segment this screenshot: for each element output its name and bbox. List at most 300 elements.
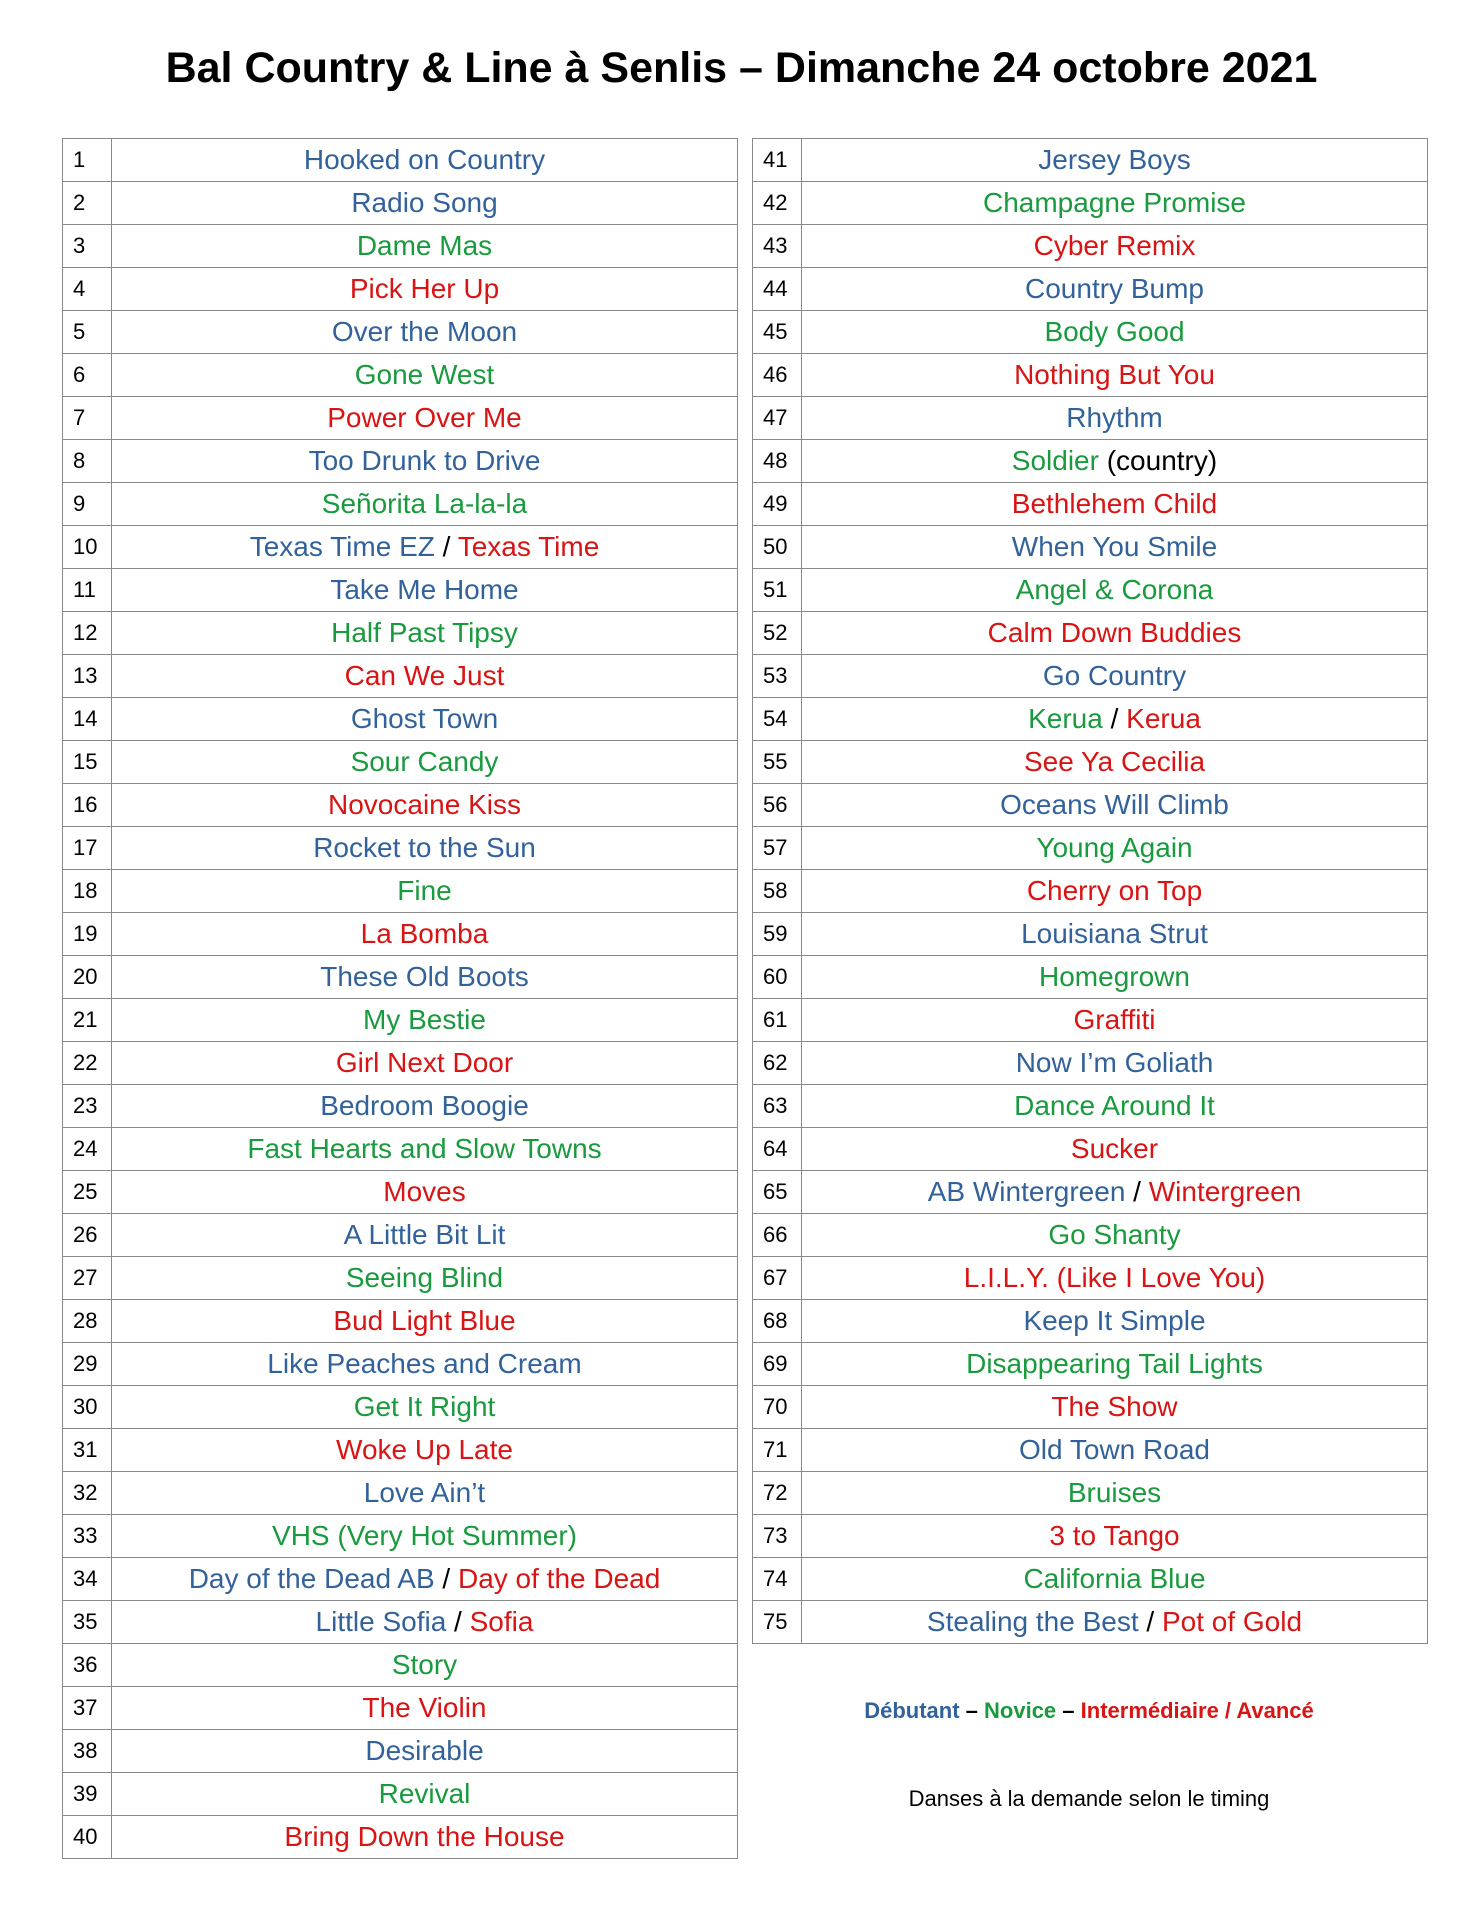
dance-title xyxy=(112,440,738,483)
dance-title-part: Cherry on Top xyxy=(1026,875,1203,906)
table-row xyxy=(753,698,1428,741)
dance-number: 40 xyxy=(63,1816,112,1859)
table-row xyxy=(63,698,738,741)
table-row xyxy=(63,397,738,440)
dance-title xyxy=(802,1601,1428,1644)
table-row xyxy=(753,1601,1428,1644)
table-row xyxy=(753,612,1428,655)
table-row xyxy=(63,1386,738,1429)
table-row xyxy=(753,569,1428,612)
dance-number: 41 xyxy=(753,139,802,182)
dance-title xyxy=(802,741,1428,784)
legend-part: – xyxy=(1056,1698,1081,1723)
dance-title-part: / xyxy=(1102,703,1127,734)
dance-title-part: My Bestie xyxy=(363,1004,486,1035)
dance-number: 44 xyxy=(753,268,802,311)
dance-title xyxy=(112,1773,738,1816)
dance-number: 69 xyxy=(753,1343,802,1386)
dance-title xyxy=(112,1128,738,1171)
table-row xyxy=(63,139,738,182)
table-row xyxy=(753,354,1428,397)
table-row xyxy=(63,1773,738,1816)
dance-title xyxy=(802,483,1428,526)
dance-title-part: Angel & Corona xyxy=(1015,574,1214,605)
table-row xyxy=(753,999,1428,1042)
dance-title-part: Nothing But You xyxy=(1014,359,1215,390)
table-row xyxy=(63,1128,738,1171)
dance-title xyxy=(112,1601,738,1644)
dance-title-part: Champagne Promise xyxy=(982,187,1247,218)
dance-number: 11 xyxy=(63,569,112,612)
dance-title xyxy=(802,1386,1428,1429)
dance-title xyxy=(802,139,1428,182)
dance-number: 56 xyxy=(753,784,802,827)
dance-number: 35 xyxy=(63,1601,112,1644)
dance-title-part: Old Town Road xyxy=(1019,1434,1210,1465)
table-row xyxy=(753,526,1428,569)
table-row xyxy=(63,1042,738,1085)
dance-title-part: Woke Up Late xyxy=(336,1434,513,1465)
dance-title-part: Country Bump xyxy=(1025,273,1204,304)
dance-title-part: Bruises xyxy=(1067,1477,1162,1508)
dance-title xyxy=(112,827,738,870)
dance-number: 71 xyxy=(753,1429,802,1472)
table-row xyxy=(753,1085,1428,1128)
table-row xyxy=(63,1300,738,1343)
dance-title xyxy=(802,1171,1428,1214)
dance-number: 73 xyxy=(753,1515,802,1558)
dance-title-part: Ghost Town xyxy=(350,703,499,734)
dance-title xyxy=(112,1257,738,1300)
table-row xyxy=(63,354,738,397)
table-row xyxy=(63,1816,738,1859)
dance-number: 31 xyxy=(63,1429,112,1472)
dance-number: 64 xyxy=(753,1128,802,1171)
table-row xyxy=(63,655,738,698)
dance-number: 67 xyxy=(753,1257,802,1300)
dance-title-part: Oceans Will Climb xyxy=(1000,789,1229,820)
dance-number: 59 xyxy=(753,913,802,956)
table-row xyxy=(63,1257,738,1300)
dance-title-part: Go Shanty xyxy=(1048,1219,1181,1250)
dance-title xyxy=(802,1042,1428,1085)
dance-number: 9 xyxy=(63,483,112,526)
dance-number: 72 xyxy=(753,1472,802,1515)
dance-number: 43 xyxy=(753,225,802,268)
table-row xyxy=(63,1601,738,1644)
dance-number: 24 xyxy=(63,1128,112,1171)
dance-number: 1 xyxy=(63,139,112,182)
dance-title-part: Over the Moon xyxy=(331,316,518,347)
dance-number: 58 xyxy=(753,870,802,913)
dance-number: 26 xyxy=(63,1214,112,1257)
dance-title xyxy=(112,999,738,1042)
dance-title-part: These Old Boots xyxy=(320,961,529,992)
dance-number: 23 xyxy=(63,1085,112,1128)
table-row xyxy=(753,1558,1428,1601)
dance-title-part: Homegrown xyxy=(1039,961,1190,992)
dance-title xyxy=(112,354,738,397)
dance-title-part: California Blue xyxy=(1023,1563,1206,1594)
dance-title-part: Graffiti xyxy=(1073,1004,1156,1035)
dance-number: 46 xyxy=(753,354,802,397)
dance-title-part: Can We Just xyxy=(344,660,505,691)
dance-title xyxy=(112,612,738,655)
dance-title xyxy=(802,956,1428,999)
dance-title xyxy=(112,1472,738,1515)
page-title: Bal Country & Line à Senlis – Dimanche 24 octobre 2021 xyxy=(165,44,1318,92)
dance-number: 30 xyxy=(63,1386,112,1429)
dance-title-part: Bedroom Boogie xyxy=(320,1090,529,1121)
dance-title-part: Too Drunk to Drive xyxy=(308,445,541,476)
table-row xyxy=(63,569,738,612)
dance-title xyxy=(112,311,738,354)
table-row xyxy=(63,1558,738,1601)
dance-title xyxy=(802,870,1428,913)
legend-part: Débutant xyxy=(864,1698,960,1723)
dance-title xyxy=(802,1085,1428,1128)
dance-title xyxy=(112,1085,738,1128)
dance-title xyxy=(802,1429,1428,1472)
table-row xyxy=(63,1730,738,1773)
table-row xyxy=(753,827,1428,870)
dance-number: 17 xyxy=(63,827,112,870)
table-row xyxy=(63,827,738,870)
legend-part: Intermédiaire / Avancé xyxy=(1080,1698,1314,1723)
dance-title-part: See Ya Cecilia xyxy=(1023,746,1206,777)
dance-title-part: Radio Song xyxy=(351,187,498,218)
dance-number: 68 xyxy=(753,1300,802,1343)
dance-title xyxy=(802,268,1428,311)
dance-title-part: Story xyxy=(391,1649,458,1680)
table-row xyxy=(63,1343,738,1386)
dance-title xyxy=(112,182,738,225)
dance-title-part: Texas Time EZ xyxy=(249,531,435,562)
dance-title xyxy=(112,870,738,913)
dance-number: 49 xyxy=(753,483,802,526)
table-row xyxy=(63,1429,738,1472)
table-row xyxy=(753,1128,1428,1171)
dance-title-part: Fast Hearts and Slow Towns xyxy=(247,1133,602,1164)
dance-title-part: Now I’m Goliath xyxy=(1015,1047,1214,1078)
dance-title-part: / xyxy=(446,1606,470,1637)
dance-title xyxy=(802,827,1428,870)
dance-title-part: Dance Around It xyxy=(1014,1090,1215,1121)
dance-title-part: Desirable xyxy=(365,1735,484,1766)
table-row xyxy=(753,913,1428,956)
dance-title xyxy=(112,397,738,440)
table-row xyxy=(63,268,738,311)
table-row xyxy=(63,483,738,526)
dance-title-part: Stealing the Best xyxy=(926,1606,1139,1637)
dance-list-right xyxy=(752,138,1428,1644)
dance-number: 70 xyxy=(753,1386,802,1429)
dance-title-part: Disappearing Tail Lights xyxy=(966,1348,1263,1379)
table-row xyxy=(753,1343,1428,1386)
dance-number: 42 xyxy=(753,182,802,225)
dance-title-part: Kerua xyxy=(1126,703,1201,734)
dance-title-part: Go Country xyxy=(1042,660,1187,691)
table-row xyxy=(753,1386,1428,1429)
table-row xyxy=(63,956,738,999)
dance-number: 62 xyxy=(753,1042,802,1085)
dance-number: 13 xyxy=(63,655,112,698)
dance-number: 60 xyxy=(753,956,802,999)
dance-number: 18 xyxy=(63,870,112,913)
dance-title xyxy=(112,1343,738,1386)
table-row xyxy=(63,1171,738,1214)
dance-title xyxy=(802,354,1428,397)
dance-title xyxy=(112,1042,738,1085)
table-row xyxy=(753,397,1428,440)
table-row xyxy=(63,1472,738,1515)
dance-number: 36 xyxy=(63,1644,112,1687)
dance-number: 48 xyxy=(753,440,802,483)
dance-title xyxy=(112,1214,738,1257)
dance-title-part: Keep It Simple xyxy=(1023,1305,1206,1336)
dance-number: 12 xyxy=(63,612,112,655)
dance-number: 20 xyxy=(63,956,112,999)
dance-title-part: L.I.L.Y. (Like I Love You) xyxy=(963,1262,1266,1293)
dance-number: 15 xyxy=(63,741,112,784)
dance-title-part: Calm Down Buddies xyxy=(987,617,1242,648)
dance-title xyxy=(112,1816,738,1859)
dance-title xyxy=(112,526,738,569)
dance-title xyxy=(112,1515,738,1558)
table-row xyxy=(63,440,738,483)
dance-title xyxy=(802,784,1428,827)
dance-title-part: Jersey Boys xyxy=(1038,144,1191,175)
dance-title xyxy=(802,569,1428,612)
dance-title xyxy=(802,1300,1428,1343)
table-row xyxy=(63,913,738,956)
table-row xyxy=(63,741,738,784)
dance-number: 55 xyxy=(753,741,802,784)
dance-title-part: Body Good xyxy=(1044,316,1185,347)
dance-title xyxy=(802,1214,1428,1257)
dance-title-part: Señorita La-la-la xyxy=(321,488,528,519)
table-row xyxy=(63,870,738,913)
dance-title-part: Like Peaches and Cream xyxy=(267,1348,582,1379)
dance-title xyxy=(112,1171,738,1214)
dance-title xyxy=(112,784,738,827)
dance-number: 32 xyxy=(63,1472,112,1515)
dance-title xyxy=(112,741,738,784)
dance-title xyxy=(112,698,738,741)
dance-title-part: / xyxy=(434,1563,458,1594)
legend-part: – xyxy=(959,1698,985,1723)
dance-number: 57 xyxy=(753,827,802,870)
level-legend xyxy=(752,1698,1426,1724)
dance-number: 29 xyxy=(63,1343,112,1386)
table-row xyxy=(753,1042,1428,1085)
dance-title-part: Young Again xyxy=(1036,832,1193,863)
table-row xyxy=(753,225,1428,268)
dance-title-part: Sour Candy xyxy=(350,746,499,777)
dance-title xyxy=(112,1429,738,1472)
dance-number: 54 xyxy=(753,698,802,741)
dance-title xyxy=(802,1128,1428,1171)
dance-title xyxy=(802,655,1428,698)
dance-title-part: Pick Her Up xyxy=(349,273,500,304)
dance-title xyxy=(112,1300,738,1343)
dance-title xyxy=(112,1730,738,1773)
dance-number: 14 xyxy=(63,698,112,741)
dance-title-part: Fine xyxy=(397,875,452,906)
table-row xyxy=(753,784,1428,827)
dance-title xyxy=(802,698,1428,741)
table-row xyxy=(63,784,738,827)
dance-title-part: Pot of Gold xyxy=(1161,1606,1303,1637)
table-row xyxy=(63,999,738,1042)
dance-title-part: Day of the Dead xyxy=(457,1563,661,1594)
dance-number: 34 xyxy=(63,1558,112,1601)
dance-title xyxy=(802,1343,1428,1386)
dance-title-part: Day of the Dead AB xyxy=(188,1563,435,1594)
dance-title xyxy=(112,225,738,268)
dance-number: 37 xyxy=(63,1687,112,1730)
table-row xyxy=(753,1429,1428,1472)
dance-title xyxy=(802,999,1428,1042)
dance-title xyxy=(112,655,738,698)
dance-number: 25 xyxy=(63,1171,112,1214)
dance-title xyxy=(112,483,738,526)
dance-title-part: Sofia xyxy=(469,1606,534,1637)
dance-title xyxy=(112,569,738,612)
dance-title-part: The Violin xyxy=(362,1692,487,1723)
dance-title xyxy=(802,526,1428,569)
table-row xyxy=(63,526,738,569)
dance-title xyxy=(802,182,1428,225)
dance-title-part: Bethlehem Child xyxy=(1011,488,1218,519)
dance-title-part: Soldier xyxy=(1011,445,1099,476)
dance-number: 4 xyxy=(63,268,112,311)
dance-title xyxy=(802,397,1428,440)
dance-title xyxy=(112,268,738,311)
dance-number: 21 xyxy=(63,999,112,1042)
table-row xyxy=(753,1257,1428,1300)
dance-number: 8 xyxy=(63,440,112,483)
table-row xyxy=(753,655,1428,698)
table-row xyxy=(753,741,1428,784)
dance-number: 74 xyxy=(753,1558,802,1601)
dance-title xyxy=(112,913,738,956)
dance-title-part: Texas Time xyxy=(457,531,600,562)
dance-number: 75 xyxy=(753,1601,802,1644)
dance-title xyxy=(802,1257,1428,1300)
dance-number: 38 xyxy=(63,1730,112,1773)
dance-number: 19 xyxy=(63,913,112,956)
dance-title-part: Novocaine Kiss xyxy=(328,789,521,820)
dance-title-part: AB Wintergreen xyxy=(927,1176,1126,1207)
dance-title xyxy=(112,1644,738,1687)
dance-title xyxy=(802,1515,1428,1558)
dance-title-part: The Show xyxy=(1051,1391,1178,1422)
dance-number: 50 xyxy=(753,526,802,569)
dance-number: 22 xyxy=(63,1042,112,1085)
table-row xyxy=(753,440,1428,483)
dance-title xyxy=(802,1472,1428,1515)
dance-number: 28 xyxy=(63,1300,112,1343)
table-row xyxy=(63,1644,738,1687)
table-row xyxy=(753,1515,1428,1558)
dance-title-part: La Bomba xyxy=(360,918,489,949)
dance-title-part: Take Me Home xyxy=(330,574,519,605)
dance-title-part: Power Over Me xyxy=(327,402,522,433)
request-note: Danses à la demande selon le timing xyxy=(908,1786,1270,1811)
dance-title xyxy=(802,225,1428,268)
dance-title-part: Hooked on Country xyxy=(303,144,546,175)
table-row xyxy=(753,139,1428,182)
dance-number: 33 xyxy=(63,1515,112,1558)
table-row xyxy=(63,1515,738,1558)
dance-number: 65 xyxy=(753,1171,802,1214)
dance-title-part: Sucker xyxy=(1070,1133,1159,1164)
dance-number: 66 xyxy=(753,1214,802,1257)
dance-title-part: Half Past Tipsy xyxy=(331,617,518,648)
dance-title xyxy=(802,311,1428,354)
table-row xyxy=(753,1300,1428,1343)
table-row xyxy=(753,1171,1428,1214)
dance-title xyxy=(112,1687,738,1730)
dance-title-part: Seeing Blind xyxy=(345,1262,504,1293)
table-row xyxy=(753,956,1428,999)
dance-number: 53 xyxy=(753,655,802,698)
dance-title-part: Dame Mas xyxy=(356,230,493,261)
table-row xyxy=(63,1687,738,1730)
dance-title-part: Rocket to the Sun xyxy=(313,832,536,863)
dance-number: 7 xyxy=(63,397,112,440)
dance-number: 10 xyxy=(63,526,112,569)
dance-title-part: When You Smile xyxy=(1011,531,1218,562)
dance-title xyxy=(112,956,738,999)
table-row xyxy=(63,1214,738,1257)
dance-title-part: A Little Bit Lit xyxy=(343,1219,506,1250)
dance-title-part: Rhythm xyxy=(1066,402,1163,433)
table-row xyxy=(63,182,738,225)
dance-title xyxy=(802,440,1428,483)
dance-number: 47 xyxy=(753,397,802,440)
dance-title xyxy=(802,913,1428,956)
table-row xyxy=(753,483,1428,526)
dance-number: 51 xyxy=(753,569,802,612)
dance-number: 52 xyxy=(753,612,802,655)
table-row xyxy=(753,1214,1428,1257)
dance-title-part: Cyber Remix xyxy=(1033,230,1196,261)
dance-number: 45 xyxy=(753,311,802,354)
dance-title-part: Wintergreen xyxy=(1148,1176,1302,1207)
dance-number: 3 xyxy=(63,225,112,268)
dance-number: 16 xyxy=(63,784,112,827)
dance-title xyxy=(112,1386,738,1429)
table-row xyxy=(63,1085,738,1128)
dance-title-part: VHS (Very Hot Summer) xyxy=(272,1520,577,1551)
table-row xyxy=(63,311,738,354)
dance-title-part: Bring Down the House xyxy=(284,1821,565,1852)
table-row xyxy=(753,870,1428,913)
dance-list-left xyxy=(62,138,738,1859)
table-row xyxy=(63,225,738,268)
dance-title-part: Bud Light Blue xyxy=(333,1305,516,1336)
dance-title-part: 3 to Tango xyxy=(1049,1520,1180,1551)
dance-title-part: Moves xyxy=(383,1176,466,1207)
dance-title-part: Louisiana Strut xyxy=(1021,918,1208,949)
dance-title-part: Girl Next Door xyxy=(335,1047,514,1078)
dance-title-part: / xyxy=(1125,1176,1149,1207)
dance-number: 2 xyxy=(63,182,112,225)
dance-number: 61 xyxy=(753,999,802,1042)
dance-title xyxy=(112,139,738,182)
